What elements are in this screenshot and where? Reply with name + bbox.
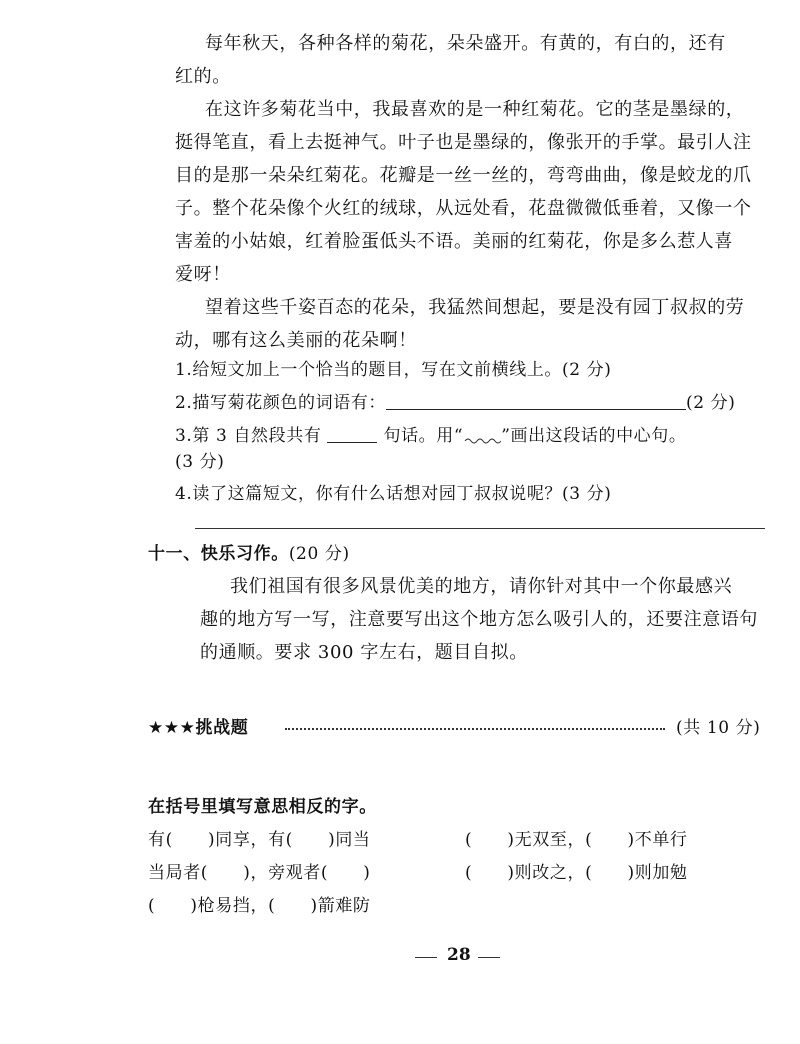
challenge-title: 挑战题: [195, 718, 249, 738]
answer-blank[interactable]: [386, 391, 686, 410]
question-3-text: 3.第 3 自然段共有: [175, 426, 322, 446]
question-3-text: ”画出这段话的中心句。: [501, 426, 687, 446]
prompt-line: 的通顺。要求 300 字左右，题目自拟。: [200, 642, 528, 663]
wavy-underline-icon: [463, 431, 501, 445]
question-2-score: (2 分): [686, 393, 736, 413]
idiom-item[interactable]: ( )无双至，( )不单行: [465, 830, 688, 850]
section-11-heading: [148, 542, 350, 566]
answer-blank[interactable]: [327, 424, 377, 443]
passage-line: 害羞的小姑娘，红着脸蛋低头不语。美丽的红菊花，你是多么惹人喜: [175, 231, 733, 252]
passage-line: 红的。: [175, 66, 231, 87]
question-4: 4.读了这篇短文，你有什么话想对园丁叔叔说呢？(3 分): [175, 484, 612, 504]
question-2: [175, 391, 736, 415]
challenge-score: (共 10 分): [676, 718, 761, 738]
passage-line: 每年秋天，各种各样的菊花，朵朵盛开。有黄的，有白的，还有: [205, 33, 726, 54]
prompt-line: 趣的地方写一写，注意要写出这个地方怎么吸引人的，还要注意语句: [200, 609, 758, 630]
section-11-title: 十一、快乐习作。: [148, 544, 289, 564]
question-3: [175, 424, 686, 448]
star-icons: ★★★: [148, 718, 196, 738]
idiom-item[interactable]: 有( )同享，有( )同当: [148, 830, 371, 850]
challenge-instruction: 在括号里填写意思相反的字。: [148, 797, 377, 817]
question-1: 1.给短文加上一个恰当的题目，写在文前横线上。(2 分): [175, 360, 612, 380]
passage-line: 在这许多菊花当中，我最喜欢的是一种红菊花。它的茎是墨绿的，: [205, 99, 745, 120]
idiom-item[interactable]: ( )枪易挡，( )箭难防: [148, 896, 371, 916]
question-3-score: (3 分): [175, 452, 225, 472]
section-11-score: (20 分): [288, 544, 350, 564]
page-number-dash: [478, 957, 500, 958]
question-3-text: 句话。用“: [383, 426, 464, 446]
idiom-item[interactable]: ( )则改之，( )则加勉: [465, 863, 688, 883]
passage-line: 目的是那一朵朵红菊花。花瓣是一丝一丝的，弯弯曲曲，像是蛟龙的爪: [175, 165, 752, 186]
prompt-line: 我们祖国有很多风景优美的地方，请你针对其中一个你最感兴: [230, 576, 733, 597]
page-number-dash: [415, 957, 437, 958]
passage-line: 挺得笔直，看上去挺神气。叶子也是墨绿的，像张开的手掌。最引人注: [175, 132, 752, 153]
page-number: 28: [447, 945, 471, 965]
idiom-item[interactable]: 当局者( )，旁观者( ): [148, 863, 371, 883]
passage-line: 望着这些千姿百态的花朵，我猛然间想起，要是没有园丁叔叔的劳: [205, 297, 745, 318]
challenge-heading: [148, 716, 248, 740]
passage-line: 爱呀！: [175, 264, 231, 285]
passage-line: 动，哪有这么美丽的花朵啊！: [175, 330, 417, 351]
passage-line: 子。整个花朵像个火红的绒球，从远处看，花盘微微低垂着，又像一个: [175, 198, 752, 219]
question-2-text: 2.描写菊花颜色的词语有：: [175, 393, 387, 413]
dotted-leader: [285, 728, 665, 730]
answer-line[interactable]: [195, 528, 765, 529]
